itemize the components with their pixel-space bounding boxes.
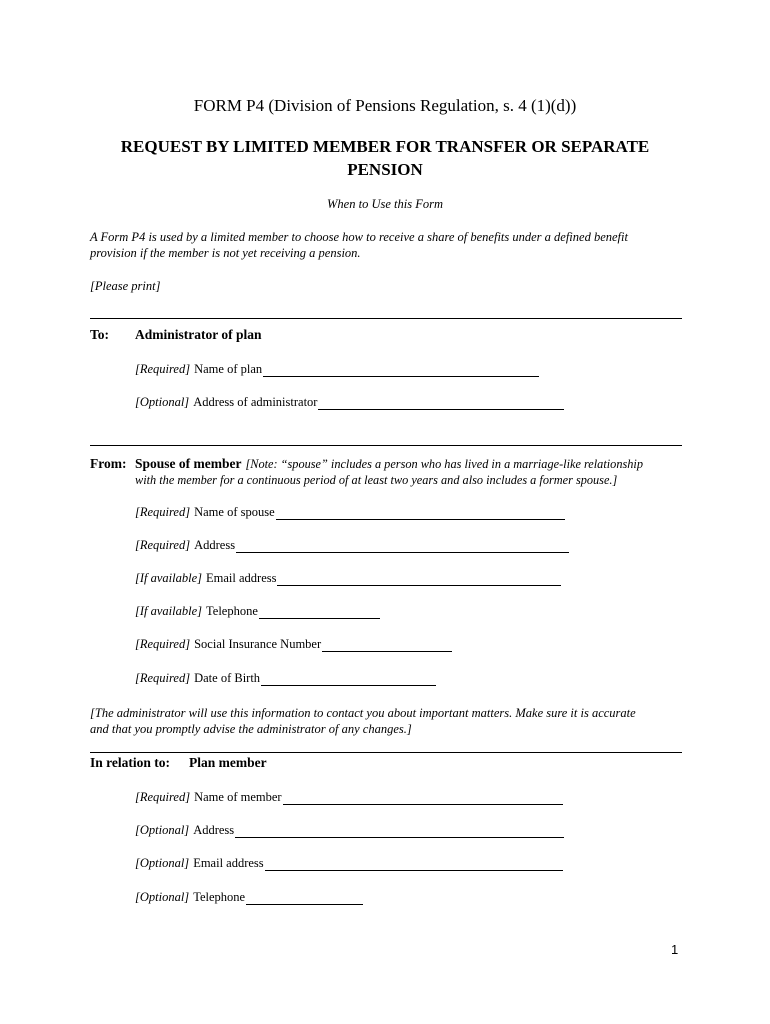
- field-label: Email address: [193, 856, 264, 870]
- address-of-administrator-input-line[interactable]: [318, 398, 564, 410]
- to-label: To:: [90, 327, 110, 342]
- date-of-birth-input-line[interactable]: [261, 674, 436, 686]
- field-tag: [Required]: [135, 505, 191, 519]
- field-label: Name of spouse: [194, 505, 275, 519]
- spouse-telephone-input-line[interactable]: [259, 607, 380, 619]
- in-relation-to-heading: Plan member: [189, 755, 267, 770]
- field-label: Address: [193, 823, 235, 837]
- field-spouse-telephone[interactable]: [135, 604, 380, 619]
- divider: [90, 445, 682, 446]
- field-spouse-email[interactable]: [135, 571, 561, 586]
- field-label: Telephone: [193, 890, 246, 904]
- spouse-note-line-1: [Note: “spouse” includes a person who has lived in a marriage-like relationship: [245, 457, 643, 471]
- field-tag: [Required]: [135, 538, 191, 552]
- field-label: Name of plan: [194, 362, 263, 376]
- field-label: Email address: [206, 571, 277, 585]
- divider: [90, 318, 682, 319]
- field-tag: [If available]: [135, 571, 203, 585]
- field-tag: [Required]: [135, 637, 191, 651]
- spouse-email-input-line[interactable]: [277, 574, 561, 586]
- document-title-line-1: REQUEST BY LIMITED MEMBER FOR TRANSFER OR SEPARATE: [120, 137, 650, 156]
- from-label: From:: [90, 456, 127, 471]
- field-label: Address: [194, 538, 236, 552]
- spouse-address-input-line[interactable]: [236, 541, 569, 553]
- field-spouse-address[interactable]: [135, 538, 569, 553]
- from-heading-block: [135, 456, 643, 488]
- in-relation-to-label: In relation to:: [90, 755, 170, 770]
- name-of-spouse-input-line[interactable]: [276, 508, 565, 520]
- name-of-member-input-line[interactable]: [283, 793, 563, 805]
- field-tag: [Required]: [135, 362, 191, 376]
- intro-paragraph: [90, 229, 628, 261]
- field-tag: [Optional]: [135, 395, 190, 409]
- field-tag: [If available]: [135, 604, 203, 618]
- from-heading: Spouse of member: [135, 456, 242, 471]
- field-label: Date of Birth: [194, 671, 261, 685]
- field-member-telephone[interactable]: [135, 890, 363, 905]
- field-tag: [Required]: [135, 790, 191, 804]
- field-tag: [Required]: [135, 671, 191, 685]
- field-tag: [Optional]: [135, 890, 190, 904]
- to-heading: Administrator of plan: [135, 327, 262, 342]
- member-address-input-line[interactable]: [235, 826, 564, 838]
- field-member-address[interactable]: [135, 823, 564, 838]
- page-number: 1: [671, 942, 679, 957]
- field-name-of-member[interactable]: [135, 790, 563, 805]
- field-tag: [Optional]: [135, 823, 190, 837]
- form-title: FORM P4 (Division of Pensions Regulation, s. 4 (1)(d)): [193, 96, 577, 115]
- field-address-of-administrator[interactable]: [135, 395, 564, 410]
- member-telephone-input-line[interactable]: [246, 893, 363, 905]
- administrator-contact-note: [90, 705, 636, 737]
- intro-line-1: A Form P4 is used by a limited member to choose how to receive a share of benefits under a defined benefit: [90, 230, 628, 244]
- field-label: Name of member: [194, 790, 282, 804]
- intro-line-2: provision if the member is not yet receiving a pension.: [90, 246, 361, 260]
- document-title: [0, 135, 770, 181]
- name-of-plan-input-line[interactable]: [263, 365, 539, 377]
- contact-note-line-1: [The administrator will use this information to contact you about important matters. Make sure it is accurate: [90, 706, 636, 720]
- please-print-note: [Please print]: [90, 279, 161, 293]
- document-title-line-2: PENSION: [347, 160, 423, 179]
- social-insurance-number-input-line[interactable]: [322, 640, 452, 652]
- contact-note-line-2: and that you promptly advise the administrator of any changes.]: [90, 722, 412, 736]
- when-to-use-heading: When to Use this Form: [327, 197, 443, 211]
- member-email-input-line[interactable]: [265, 859, 563, 871]
- spouse-note-line-2: with the member for a continuous period of at least two years and also includes a former spouse.]: [135, 473, 618, 487]
- field-label: Telephone: [206, 604, 258, 618]
- field-name-of-spouse[interactable]: [135, 505, 565, 520]
- divider: [90, 752, 682, 753]
- field-tag: [Optional]: [135, 856, 190, 870]
- field-label: Address of administrator: [193, 395, 318, 409]
- field-social-insurance-number[interactable]: [135, 637, 452, 652]
- field-label: Social Insurance Number: [194, 637, 322, 651]
- field-member-email[interactable]: [135, 856, 563, 871]
- field-name-of-plan[interactable]: [135, 362, 539, 377]
- field-date-of-birth[interactable]: [135, 671, 436, 686]
